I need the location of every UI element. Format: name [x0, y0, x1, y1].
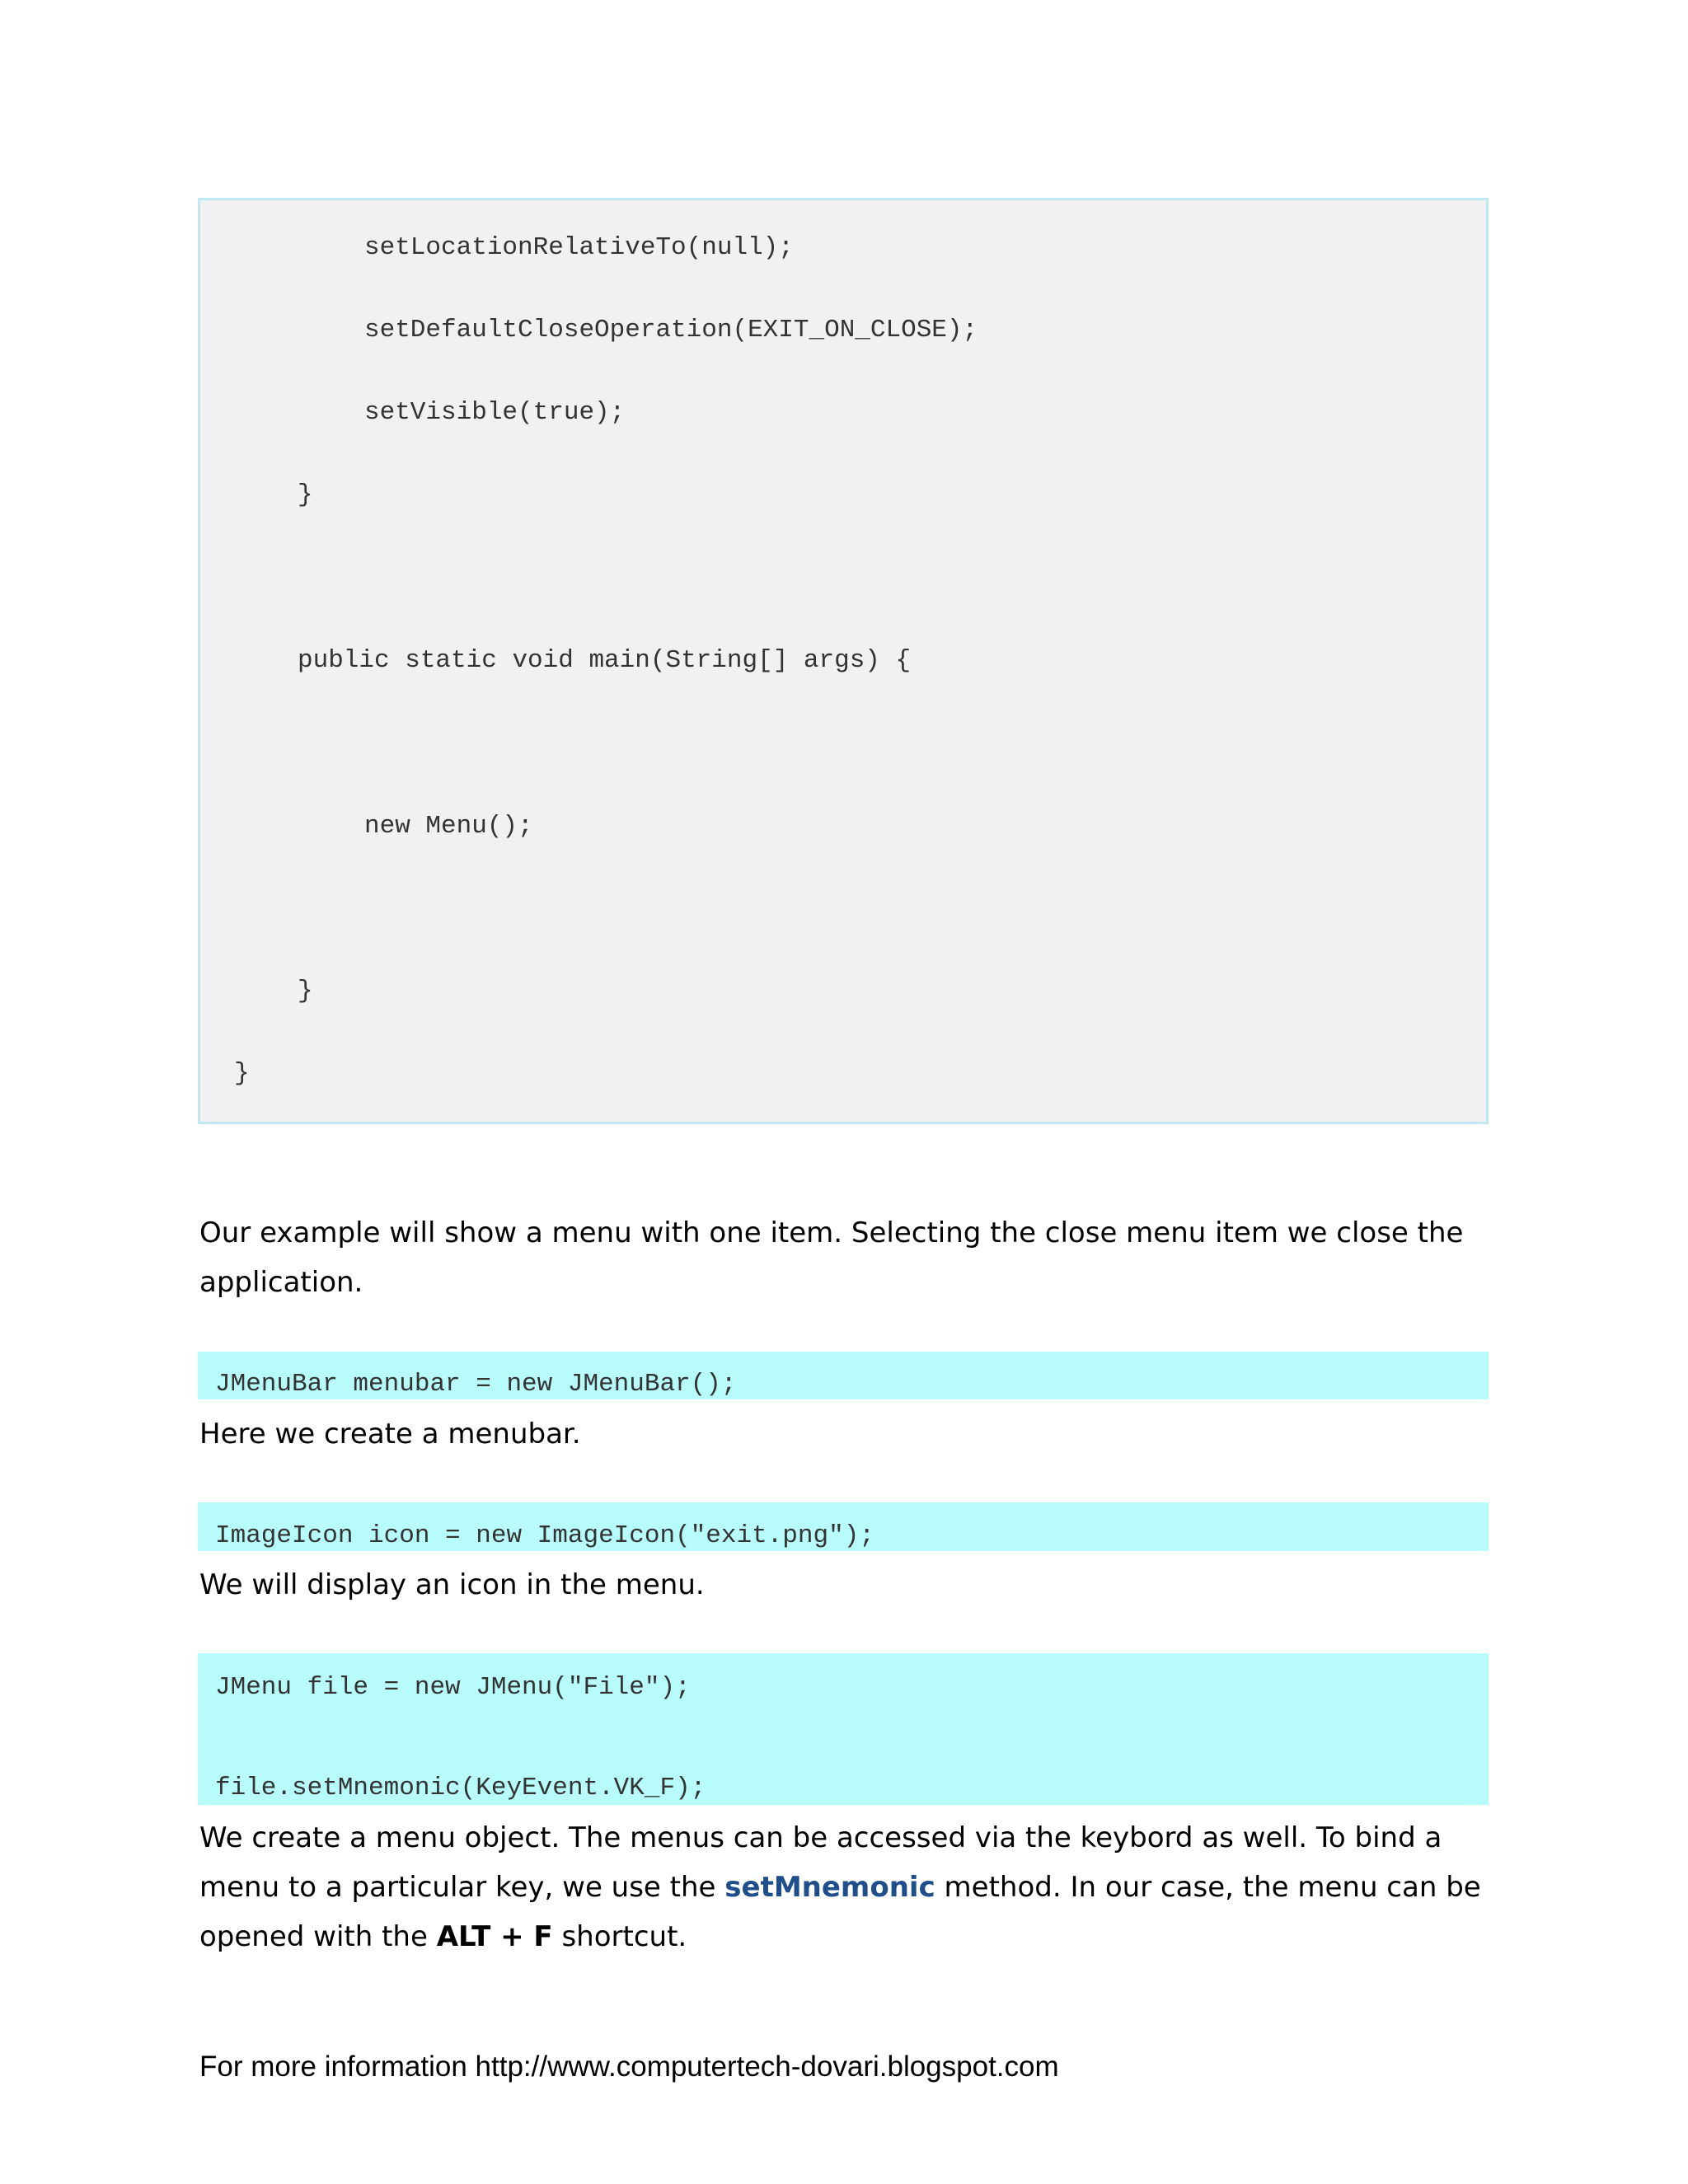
icon-description: We will display an icon in the menu.: [199, 1568, 705, 1601]
menubar-code-snippet: [198, 1352, 1489, 1399]
code-line-main-signature: public static void main(String[] args) {: [298, 646, 912, 675]
menu-code-snippet: [198, 1653, 1489, 1805]
code-line-class-close: }: [234, 1059, 250, 1088]
code-line-new-menu: new Menu();: [364, 812, 533, 841]
shortcut-highlight: ALT + F: [436, 1920, 553, 1953]
icon-code-snippet: [198, 1502, 1489, 1551]
menu-code-line-1: JMenu file = new JMenu("File");: [215, 1673, 691, 1702]
menu-description: [199, 1813, 1493, 1961]
code-line-constructor-close: }: [298, 480, 313, 509]
code-line-set-visible: setVisible(true);: [364, 398, 626, 427]
menu-description-text-2: method. In our case, the menu can be opened with the: [199, 1871, 1481, 1953]
menu-description-text-3: shortcut.: [552, 1920, 687, 1953]
code-line-main-close: }: [298, 977, 313, 1005]
menubar-code-line: JMenuBar menubar = new JMenuBar();: [215, 1370, 737, 1399]
footer-info: For more information http://www.computertech-dovari.blogspot.com: [199, 2050, 1059, 2083]
code-line-set-location: setLocationRelativeTo(null);: [364, 233, 794, 262]
menu-code-line-2: file.setMnemonic(KeyEvent.VK_F);: [215, 1774, 706, 1802]
icon-code-line: ImageIcon icon = new ImageIcon("exit.png");: [215, 1521, 874, 1550]
intro-paragraph: Our example will show a menu with one item. Selecting the close menu item we close the application.: [199, 1216, 1464, 1299]
menu-description-text-1: We create a menu object. The menus can be accessed via the keybord as well. To bind a menu to a particular key, we use the: [199, 1821, 1442, 1904]
main-code-block: [198, 198, 1489, 1124]
menubar-description: Here we create a menubar.: [199, 1418, 581, 1451]
code-line-set-default-close: setDefaultCloseOperation(EXIT_ON_CLOSE);: [364, 316, 978, 344]
setmnemonic-highlight: setMnemonic: [724, 1871, 935, 1904]
